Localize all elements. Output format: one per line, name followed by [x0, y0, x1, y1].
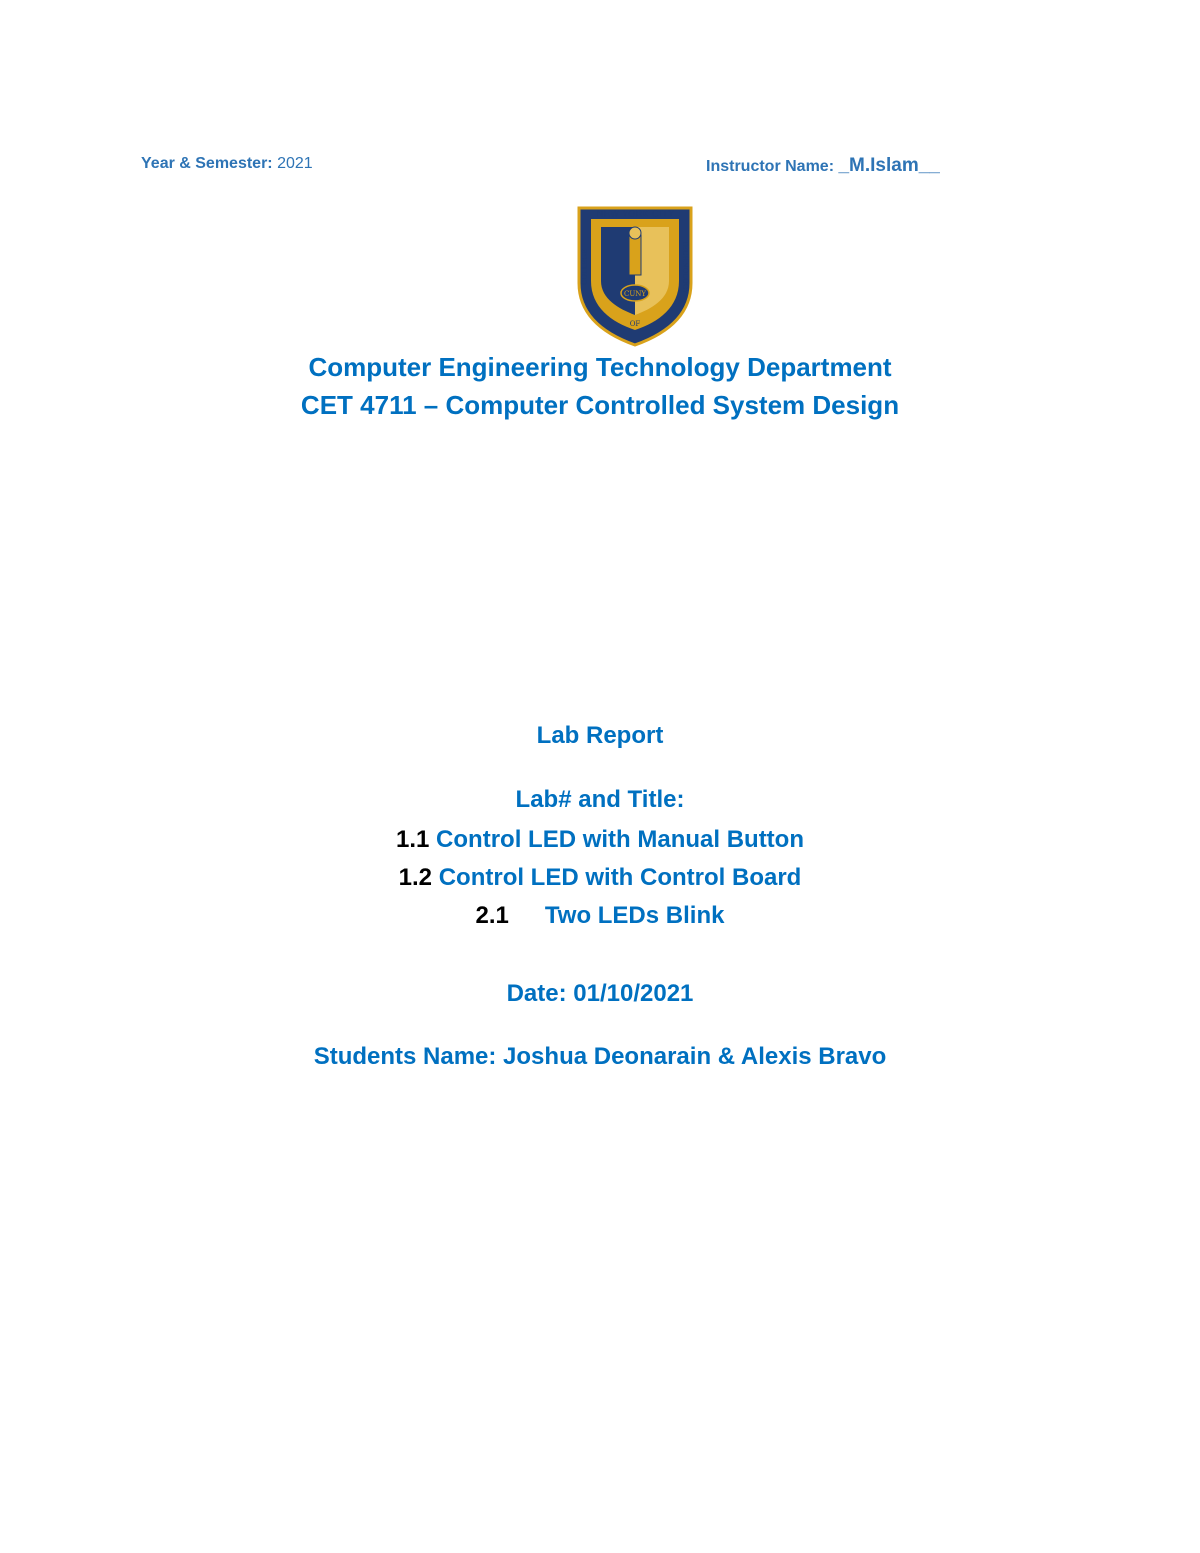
- students-name: Students Name: Joshua Deonarain & Alexis Bravo: [313, 1043, 887, 1070]
- report-date: Date: 01/10/2021: [506, 980, 694, 1007]
- instructor-value: _M.Islam__: [838, 155, 940, 176]
- lab-number: 2.1: [475, 902, 509, 929]
- svg-text:CUNY: CUNY: [623, 290, 647, 298]
- college-seal-icon: [575, 205, 695, 347]
- lab-title-label: Lab# and Title:: [515, 786, 685, 813]
- instructor-name: [706, 155, 940, 177]
- course-title: CET 4711 – Computer Controlled System Design: [300, 390, 900, 420]
- svg-text:OF: OF: [629, 320, 641, 328]
- lab-item: [0, 902, 1200, 930]
- svg-text:COLLEGE: COLLEGE: [581, 248, 589, 286]
- lab-number: 1.1: [396, 826, 430, 853]
- svg-text:TECHNOLOGY: TECHNOLOGY: [681, 240, 689, 294]
- svg-text:NEW YORK CITY: NEW YORK CITY: [595, 210, 675, 220]
- year-semester-label: Year & Semester:: [141, 155, 273, 172]
- lab-title: Two LEDs Blink: [544, 902, 725, 929]
- lab-title: Control LED with Manual Button: [436, 826, 804, 853]
- department-title: Computer Engineering Technology Department: [308, 352, 892, 382]
- instructor-label: Instructor Name:: [706, 158, 835, 175]
- report-heading: Lab Report: [536, 722, 664, 749]
- year-semester-value: 2021: [277, 155, 313, 172]
- lab-item: [0, 826, 1200, 854]
- lab-title: Control LED with Control Board: [438, 864, 802, 891]
- year-semester: [141, 155, 313, 173]
- lab-number: 1.2: [398, 864, 433, 891]
- lab-item: [0, 864, 1200, 892]
